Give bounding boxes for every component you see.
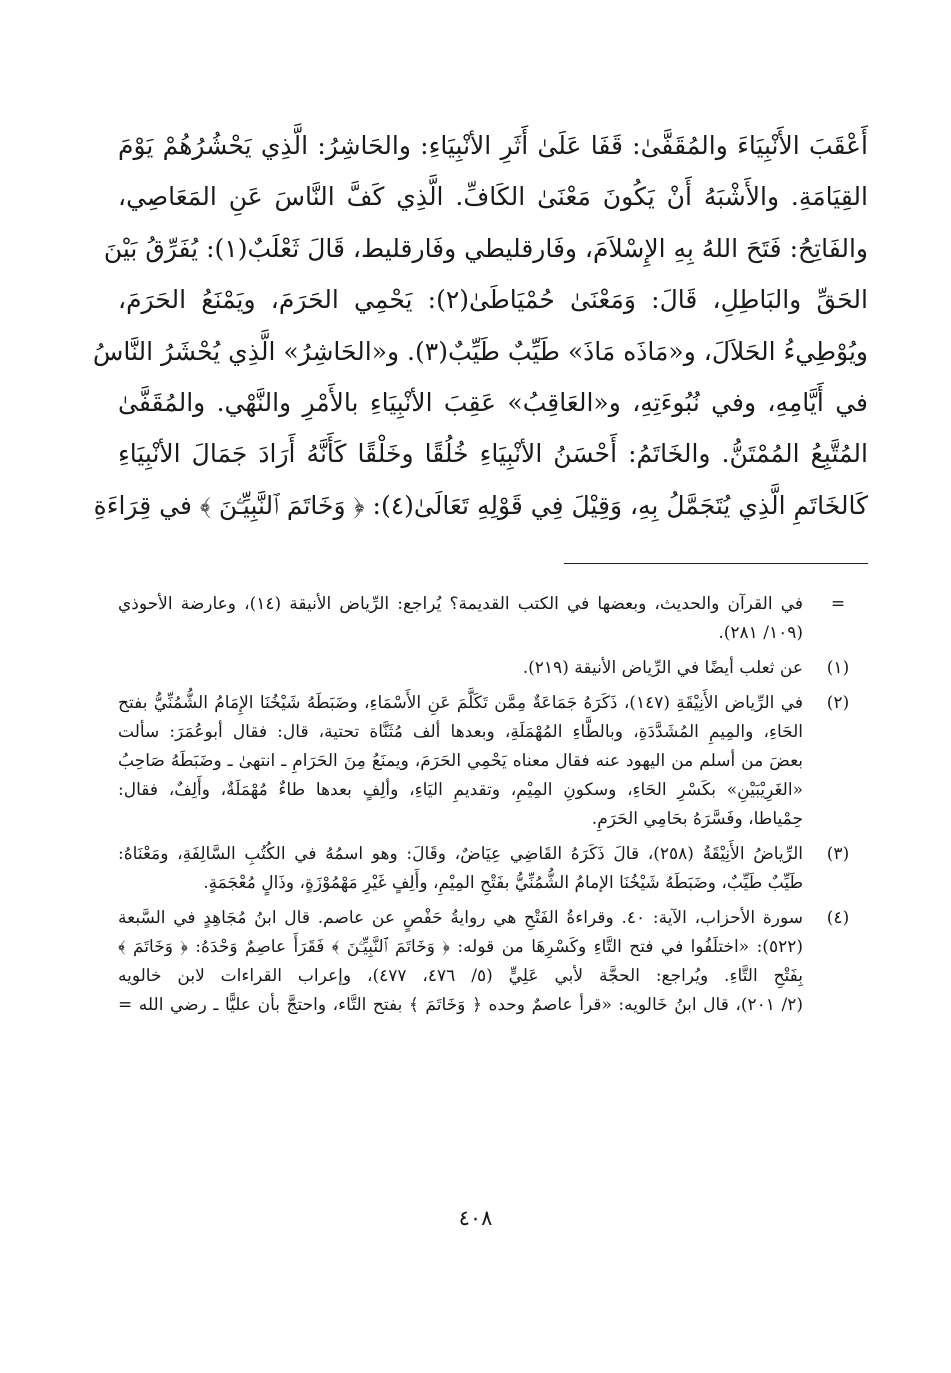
main-text-line: أَعْقَبَ الأَنْبِيَاءَ والمُقَفَّىٰ: قَفَا عَلَىٰ أَثَرِ الأنْبِيَاءِ: والحَاشِرُ: الَّذِي يَحْشُرُهُمْ يَوْمَ [118,131,868,160]
footnote-line: في القرآن والحديث، وبعضها في الكتب القديمة؟ يُراجع: الرِّياض الأنيقة (١٤)، وعارضة الأحوذي [118,594,803,614]
footnote-2 [118,689,858,834]
page-number: ٤٠٨ [458,1206,493,1230]
footnote-line: (٥٢٢): «اختلَفُوا في فتح التَّاءِ وكَسْرِهَا من قوله: ﴿ وَخَاتَمَ ٱلنَّبِيِّـۧنَ ﴾ فَقَرَأَ عاصِمٌ وَحْدَهُ: ﴿ وَخَاتَمَ ﴾ [118,937,803,957]
main-text-line: الحَقِّ والبَاطِلِ، قَالَ: وَمَعْنَىٰ حُمْيَاطَىٰ(٢): يَحْمِي الحَرَمَ، ويَمْنَعُ الحَرَمَ، [118,285,868,315]
main-text-line: في أَيَّامِهِ، وفي نُبُوءَتِهِ، و«العَاقِبُ» عَقِبَ الأنْبِيَاءِ بالأَمْرِ والنَّهْي. والمُقَفَّىٰ [118,387,868,417]
main-text-line: القِيَامَةِ. والأَشْبَهُ أَنْ يَكُونَ مَعْنَىٰ الكَافِّ. الَّذِي كَفَّ النَّاسَ عَنِ المَعَاصِي، [118,182,868,212]
main-text-block [92,120,868,531]
main-text-line: كَالخَاتَمِ الَّذِي يُتَجَمَّلُ بِهِ، وَقِيْلَ فِي قَوْلِهِ تَعَالَىٰ(٤): ﴿ وَخَاتَمَ ٱلنَّبِيِّـۧنَ ﴾ في قِرَاءَةِ [93,490,868,520]
footnote-line: بعضَ من أسلم من اليهود عنه فقال معناه يَحْمِي الحَرَمَ، ويمنَعُ مِنَ الحَرَامِ ـ انتهىٰ ـ وضَبَطَهُ صَاحِبُ [118,751,804,771]
main-text-line: والفَاتِحُ: فَتَحَ اللهُ بِهِ الإِسْلاَمَ، وفَارقليطي وفَارقليط، قَالَ ثَعْلَبٌ(١): يُفَرِّقُ بَيْنَ [103,233,868,263]
footnote-marker: = [830,594,846,614]
footnote-marker: (٣) [826,844,850,864]
footnote-line: (١٠٩/ ٢٨١). [718,623,803,643]
footnote-line: الرِّياضُ الأَنِيْقَةُ (٢٥٨)، قالَ ذَكَرَهُ القَاضِي عِيَاضٌ، وقَالَ: وهو اسمُهُ في الكُتُبِ السَّالِفَةِ، ومَعْنَاهُ: [118,844,803,864]
footnote-continuation [118,590,858,648]
footnote-line: «الغَرِيْبَيْنِ» بكَسْرِ الحَاءِ، وسكونِ المِيْمِ، وتقديمِ اليَاءِ، وألِفٍ بعدها طاءٌ مُهْمَلَةٌ، وأَلِفٌ، فقال: [118,780,803,800]
footnotes-section [118,590,858,1020]
main-text-line: المُتَّبِعُ المُمْتَنُّ. والخَاتَمُ: أَحْسَنُ الأنْبِيَاءِ خُلُقًا وخَلْقًا كَأَنَّهُ أَرَادَ جَمَالَ الأنْبِيَاءِ [118,439,868,469]
footnote-line: الحَاءِ، والمِيمِ المُشَدَّدَةِ، وبالطَّاءِ المُهْمَلَةِ، وبعدها ألف مُثَنَّاة تحتية، قال: فقال أبوعُمَرَ: سألت [118,722,803,742]
footnote-line: عن ثعلب أيضًا في الرِّياض الأنيقة (٢١٩). [522,658,803,678]
footnote-line: بِفَتْحِ التَّاءِ. ويُراجع: الحجَّة لأبي عَلِيٍّ (٥/ ٤٧٦، ٤٧٧)، وإعراب القراءات لابن خالويه [118,966,804,986]
footnote-marker: (٤) [826,908,850,928]
footnote-line: طَيِّبٌ طَيِّبٌ، وضَبَطَهُ شَيْخُنَا الإمامُ الشُّمُنِّيُّ بفَتْحِ المِيْمِ، وأَلِفٍ غَيْرِ مَهْمُوْزَةٍ، وذَالٍ مُعْجَمَةٍ. [203,873,803,893]
footnote-line: حِمْياطا، وفَسَّرَهُ بحَامِي الحَرَمِ. [591,809,803,829]
footnote-marker: (١) [826,658,850,678]
footnote-separator-rule [564,563,868,564]
footnote-3 [118,840,858,898]
main-text-line: ويُوْطِيءُ الحَلاَلَ، و«مَاذَه مَاذَ» طَيِّبٌ طَيِّبٌ(٣). و«الحَاشِرُ» الَّذِي يُحْشَرُ النَّاسُ [92,336,868,366]
footnote-line: (٢/ ٢٠١)، قال ابنُ خَالويه: «قرأ عاصمٌ وحده ﴿ وَخَاتَمَ ﴾ بفتح التَّاء، واحتجَّ بأن عليًّا ـ رضي الله = [118,995,803,1015]
footnote-line: سورة الأحزاب، الآية: ٤٠. وقراءةُ الفَتْحِ هي روايةُ حَفْصٍ عن عاصم. قال ابنُ مُجَاهِدٍ في السَّبعة [118,908,803,928]
footnote-1 [118,654,858,683]
footnote-line: في الرِّياض الأَنِيْقَةِ (١٤٧)، ذَكَرَهُ جَمَاعَةٌ مِمَّن تَكَلَّمَ عَنِ الأَسْمَاءِ، وضَبَطَهُ شَيْخُنَا الإِمَامُ الشُّمُنِّيُّ بفتح [118,693,803,713]
footnote-4 [118,904,858,1020]
footnote-marker: (٢) [826,693,850,713]
